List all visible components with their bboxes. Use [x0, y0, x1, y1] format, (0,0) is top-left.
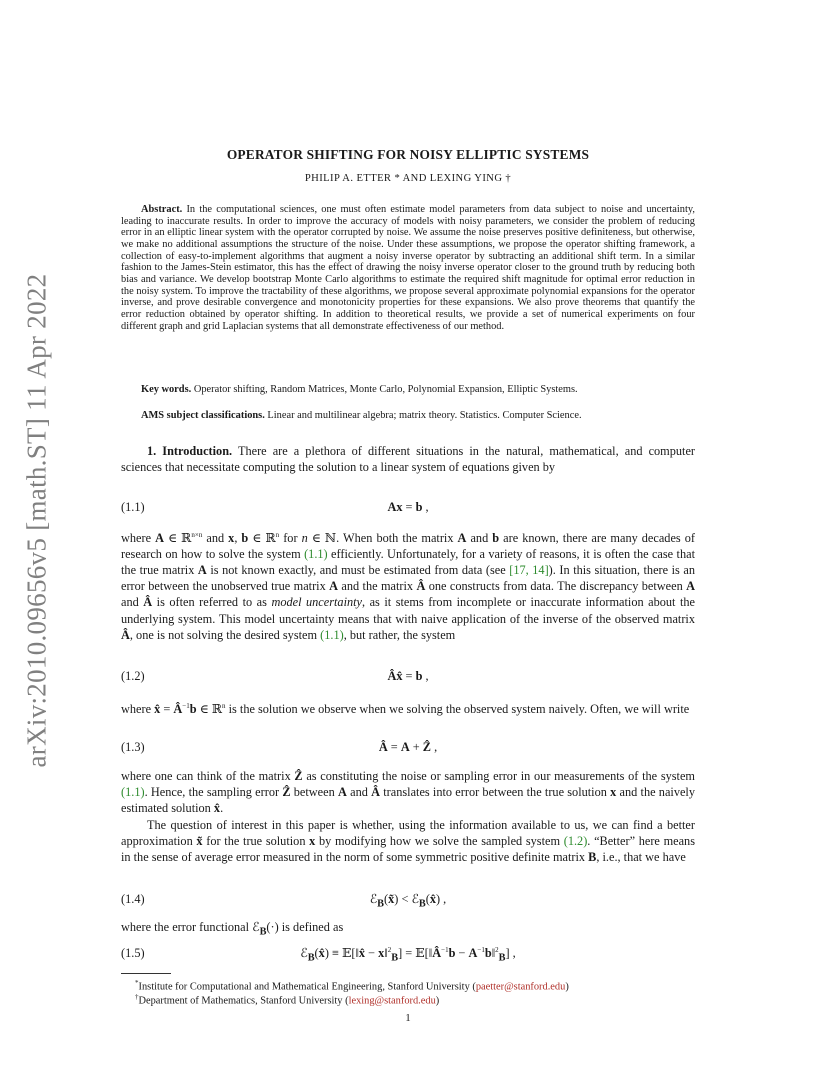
keywords: Key words. Operator shifting, Random Matrices, Monte Carlo, Polynomial Expansion, Elliptic Systems.	[141, 384, 578, 395]
equation-1-5: (1.5) ℰ$_B$(x̂) ≡ 𝔼[‖x̂ − x‖$^2_B$] = $𝔼[‖Â^{-1}b$ − $A^{-1}b‖^2_B$] ,	[121, 946, 516, 964]
intro-paragraph-3: where x̂ = $Â^{-1}b$ ∈ ℝ$^n$ is the solution we observe when we solving the observed system naively. Often, we will write	[121, 702, 690, 717]
footnote-1: *Institute for Computational and Mathematical Engineering, Stanford University (paetter@stanford.edu)	[135, 979, 569, 993]
eq-ref-link[interactable]: (1.1)	[320, 627, 344, 642]
paper-page	[121, 0, 695, 1072]
intro-paragraph-6: where the error functional ℰ$_B$(·) is defined as	[121, 920, 344, 938]
paper-authors: PHILIP A. ETTER * AND LEXING YING †	[304, 173, 512, 184]
footnote-rule	[121, 973, 171, 974]
arxiv-identifier: arXiv:2010.09656v5 [math.ST] 11 Apr 2022	[21, 273, 52, 767]
footnote-2: †Department of Mathematics, Stanford University (lexing@stanford.edu)	[135, 993, 440, 1007]
equation-1-4: (1.4) ℰ$_B$(x̃) < ℰ$_B$(x̂) ,	[121, 892, 447, 910]
intro-paragraph-2: where A ∈ ℝ$^{n\times n}$ and x, b ∈ ℝ$^n$ for n ∈ ℕ. When both the matrix A and b are known, there are many decades of research on how to solve the system (1.1) efficiently. Unfortunately, for a variety of reasons, it is often the case that the true matrix A is not known exactly, and must be estimated from data (see [17, 14]). In this situation, there is an error between the unobserved true matrix A and the matrix Â one constructs from data. The discrepancy between A and Â is often referred to as model uncertainty, as it stems from incomplete or inaccurate information about the underlying system. This model uncertainty means that with naive application of the inverse of the observed matrix Â, one is not solving the desired system (1.1), but rather, the system	[121, 531, 696, 642]
paper-title: OPERATOR SHIFTING FOR NOISY ELLIPTIC SYSTEMS	[226, 147, 590, 162]
eq-ref-link[interactable]: (1.1)	[121, 785, 145, 800]
equation-1-3: (1.3) Â = A + Ẑ ,	[121, 740, 438, 754]
citation-link[interactable]: [17, 14]	[509, 563, 549, 578]
abstract-label: Abstract.	[141, 204, 183, 215]
ams-classifications: AMS subject classifications. Linear and multilinear algebra; matrix theory. Statistics. Computer Science.	[141, 410, 582, 421]
abstract	[121, 204, 695, 332]
email-link[interactable]: lexing@stanford.edu	[348, 995, 436, 1007]
intro-paragraph-5: The question of interest in this paper is whether, using the information available to us, we can find a better approximation x̃ for the true solution x by modifying how we solve the sampled system (1.2). “Better” here means in the sense of average error measured in the norm of some symmetric positive definite matrix B, i.e., that we have	[121, 818, 695, 865]
eq-ref-link[interactable]: (1.1)	[304, 547, 328, 562]
equation-1-1: (1.1) Ax = b ,	[121, 500, 429, 514]
section-heading: 1. Introduction.	[147, 444, 233, 458]
equation-1-2: (1.2) Âx̂ = b ,	[121, 669, 429, 683]
abstract-text: In the computational sciences, one must often estimate model parameters from data subject to noise and uncertainty, leading to inaccurate results. In order to improve the accuracy of models with noisy parameters, we consider the problem of reducing error in an elliptic linear system with the operator corrupted by noise. We assume the noise preserves positive definiteness, but otherwise, we make no additional assumptions the structure of the noise. Under these assumptions, we propose the operator shifting framework, a collection of easy-to-implement algorithms that augment a noisy inverse operator by subtracting an additional shift term. In a similar fashion to the James-Stein estimator, this has the effect of drawing the noisy inverse operator closer to the ground truth by reducing both bias and variance. We develop bootstrap Monte Carlo algorithms to estimate the required shift magnitude for optimal error reduction in the noisy system. To improve the tractability of these algorithms, we propose several approximate polynomial expansions for the operator inverse, and prove desirable convergence and monotonicity properties for these expansions. We also prove theorems that quantify the error reduction obtained by operator shifting. In addition to theoretical results, we provide a set of numerical experiments on four different graph and grid Laplacian systems that all demonstrate effectiveness of our method.	[121, 204, 695, 332]
email-link[interactable]: paetter@stanford.edu	[475, 981, 566, 993]
intro-paragraph-4: where one can think of the matrix Ẑ as constituting the noise or sampling error in our measurements of the system (1.1). Hence, the sampling error Ẑ between A and Â translates into error between the true solution x and the naively estimated solution x̂.	[121, 769, 695, 816]
intro-paragraph-1: 1. Introduction. There are a plethora of different situations in the natural, mathematical, and computer sciences that necessitate computing the solution to a linear system of equations given by	[121, 444, 696, 475]
page-number: 1	[405, 1012, 411, 1024]
eq-ref-link[interactable]: (1.2)	[563, 834, 588, 849]
